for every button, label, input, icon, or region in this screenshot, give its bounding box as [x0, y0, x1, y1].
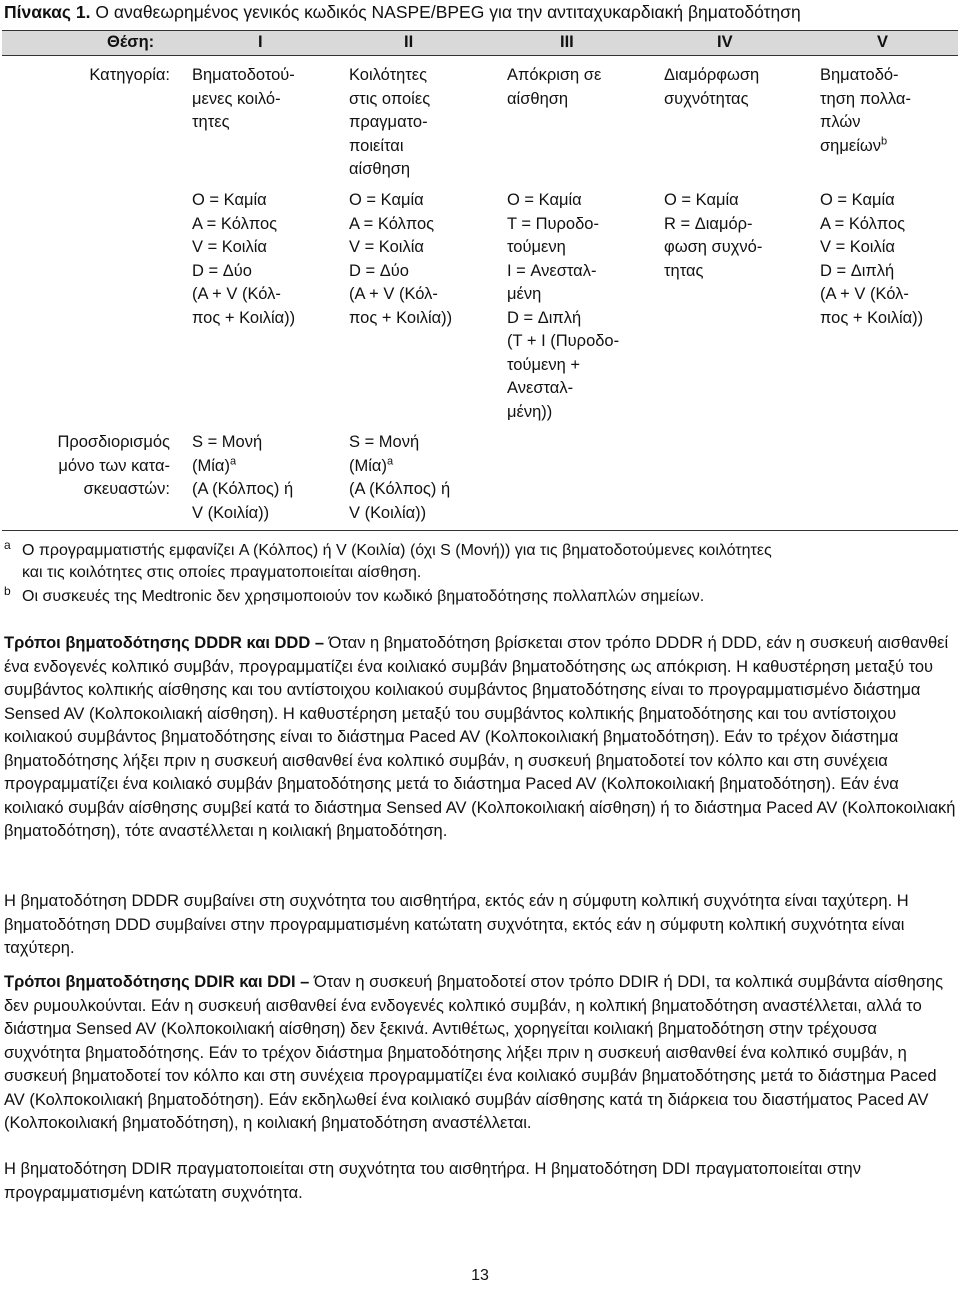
position-ii: II: [404, 33, 414, 51]
category-v-footnote-mark: b: [881, 135, 888, 147]
code-iv: O = Καμία R = Διαμόρ- φωση συχνό- τητας: [664, 191, 763, 280]
table-bottom-rule: [2, 530, 958, 531]
code-i: O = Καμία A = Κόλπος V = Κοιλία D = Δύο (A + V (Κόλ- πος + Κοιλία)): [192, 191, 296, 327]
category-v-text: Βηματοδό- τηση πολλα- πλών σημείων: [820, 66, 911, 155]
code-ii: O = Καμία A = Κόλπος V = Κοιλία D = Δύο (A + V (Κόλ- πος + Κοιλία)): [349, 191, 453, 327]
table-title-label: Πίνακας 1.: [4, 2, 91, 22]
manufacturer-i-line3: (A (Κόλπος) ή: [192, 480, 294, 498]
manufacturer-ii-line3: (A (Κόλπος) ή: [349, 480, 451, 498]
manufacturer-i: [192, 431, 293, 525]
manufacturer-ii: [349, 431, 450, 525]
dddr-heading: Τρόποι βηματοδότησης DDDR και DDD –: [4, 634, 325, 652]
table-title: [4, 2, 801, 23]
manufacturer-i-footnote-mark: a: [229, 455, 237, 467]
ddir-heading: Τρόποι βηματοδότησης DDIR και DDI –: [4, 973, 310, 991]
category-iv: Διαμόρφωση συχνότητας: [664, 66, 760, 108]
category-iii: Απόκριση σε αίσθηση: [507, 66, 602, 108]
position-i: I: [258, 33, 263, 51]
manufacturer-i-line2: [192, 455, 293, 479]
code-v: O = Καμία A = Κόλπος V = Κοιλία D = Διπλή (A + V (Κόλ- πος + Κοιλία)): [820, 191, 924, 327]
footnote-a: a Ο προγραμματιστής εμφανίζει A (Κόλπος) ή V (Κοιλία) (όχι S (Μονή)) για τις βηματοδοτούμενες κοιλότητες: [4, 537, 772, 559]
dddr-text: Όταν η βηματοδότηση βρίσκεται στον τρόπο DDDR ή DDD, εάν η συσκευή αισθανθεί ένα ενδογενές κολπικό συμβάν, προγραμματίζει ένα κοιλιακό συμβάν βηματοδότησης ως απόκριση. Η καθυστέρηση μεταξύ του συμβάντος κολπικής αίσθησης και του αντίστοιχου κοιλιακού συμβάντος βηματοδότησης είναι το προγραμματισμένο διάστημα Sensed AV (Κολποκοιλιακή αίσθηση). Η καθυστέρηση μεταξύ του συμβάντος κολπικής βηματοδότησης και του αντίστοιχου κοιλιακού συμβάντος βηματοδότησης είναι το διάστημα Paced AV (Κολποκοιλιακή βηματοδότηση). Εάν το τρέχον διάστημα βηματοδότησης λήξει πριν η συσκευή αισθανθεί ένα κολπικό συμβάν, η συσκευή βηματοδοτεί τον κόλπο και στη συνέχεια προγραμματίζει ένα κοιλιακό συμβάν βηματοδότησης μετά το διάστημα Paced AV (Κολποκοιλιακή βηματοδότηση). Εάν ένα κοιλιακό συμβάν αίσθησης συμβεί κατά το διάστημα Sensed AV (Κολποκοιλιακή αίσθηση) ή το διάστημα Paced AV (Κολποκοιλιακή βηματοδότηση), τότε αναστέλλεται η κοιλιακή βηματοδότηση.: [4, 634, 956, 840]
manufacturer-label: Προσδιορισμός μόνο των κατα- σκευαστών:: [57, 433, 170, 498]
category-v: [820, 64, 911, 158]
dddr-paragraph-2: Η βηματοδότηση DDDR συμβαίνει στη συχνότητα του αισθητήρα, εκτός εάν η σύμφυτη κολπική συχνότητα είναι ταχύτερη. Η βηματοδότηση DDD συμβαίνει στην προγραμματισμένη κατώτατη συχνότητα, εκτός εάν η σύμφυτη κολπική συχνότητα είναι ταχύτερη.: [4, 892, 909, 957]
manufacturer-ii-line1: S = Μονή: [349, 433, 420, 451]
footnote-b: b Οι συσκευές της Medtronic δεν χρησιμοποιούν τον κωδικό βηματοδότησης πολλαπλών σημείων.: [4, 583, 705, 605]
ddir-paragraph-2: Η βηματοδότηση DDIR πραγματοποιείται στη συχνότητα του αισθητήρα. Η βηματοδότηση DDI πραγματοποιείται στην προγραμματισμένη κατώτατη συχνότητα.: [4, 1160, 861, 1202]
ddir-paragraph: [4, 971, 956, 1136]
position-label: Θέση:: [107, 33, 155, 51]
table-title-text: Ο αναθεωρημένος γενικός κωδικός NASPE/BPEG για την αντιταχυκαρδιακή βηματοδότηση: [95, 2, 801, 22]
position-iii: III: [560, 33, 574, 51]
manufacturer-ii-line4: V (Κοιλία)): [349, 503, 427, 522]
page-number: 13: [471, 1267, 489, 1284]
position-v: V: [877, 33, 889, 51]
footnote-b-line1: Οι συσκευές της Medtronic δεν χρησιμοποιούν τον κωδικό βηματοδότησης πολλαπλών σημείων.: [22, 588, 705, 605]
manufacturer-ii-line2-text: (Μία): [349, 456, 387, 475]
category-i: Βηματοδοτού- μενες κοιλό- τητες: [192, 66, 295, 131]
ddir-text: Όταν η συσκευή βηματοδοτεί στον τρόπο DDIR ή DDI, τα κολπικά συμβάντα αίσθησης δεν ρυμουλκούνται. Εάν η συσκευή αισθανθεί ένα ενδογενές κολπικό συμβάν, η κολπική βηματοδότηση αναστέλλεται, αλλά το διάστημα Sensed AV (Κολποκοιλιακή αίσθηση) δεν ξεκινά. Αντιθέτως, χορηγείται κοιλιακή βηματοδότηση στην τρέχουσα συχνότητα βηματοδότησης. Εάν το τρέχον διάστημα βηματοδότησης λήξει πριν η συσκευή αισθανθεί ένα κολπικό συμβάν, η συσκευή βηματοδοτεί τον κόλπο και στη συνέχεια προγραμματίζει ένα κοιλιακό συμβάν βηματοδότησης μετά το διάστημα Paced AV (Κολποκοιλιακή βηματοδότηση). Εάν εκδηλωθεί ένα κοιλιακό συμβάν αίσθησης κατά τη διάρκεια του διαστήματος Paced AV (Κολποκοιλιακή βηματοδότηση), η κοιλιακή βηματοδότηση αναστέλλεται.: [4, 973, 944, 1132]
position-iv: IV: [717, 33, 733, 51]
footnote-a-cont: και τις κοιλότητες στις οποίες πραγματοποιείται αίσθηση.: [22, 564, 422, 581]
code-iii: O = Καμία T = Πυροδο- τούμενη I = Ανεσταλ- μένη D = Διπλή (T + I (Πυροδο- τούμενη + Ανεσταλ- μένη)): [507, 191, 620, 421]
manufacturer-i-line1: S = Μονή: [192, 433, 263, 451]
manufacturer-i-line4: V (Κοιλία)): [192, 503, 270, 522]
manufacturer-ii-footnote-mark: a: [386, 455, 394, 467]
manufacturer-i-line2-text: (Μία): [192, 456, 230, 475]
category-label: Κατηγορία:: [89, 66, 170, 84]
category-ii: Κοιλότητες στις οποίες πραγματο- ποιείται αίσθηση: [349, 66, 431, 178]
manufacturer-ii-line2: [349, 455, 450, 479]
dddr-paragraph: [4, 632, 956, 844]
footnote-a-line1: Ο προγραμματιστής εμφανίζει A (Κόλπος) ή V (Κοιλία) (όχι S (Μονή)) για τις βηματοδοτούμενες κοιλότητες: [22, 542, 772, 559]
